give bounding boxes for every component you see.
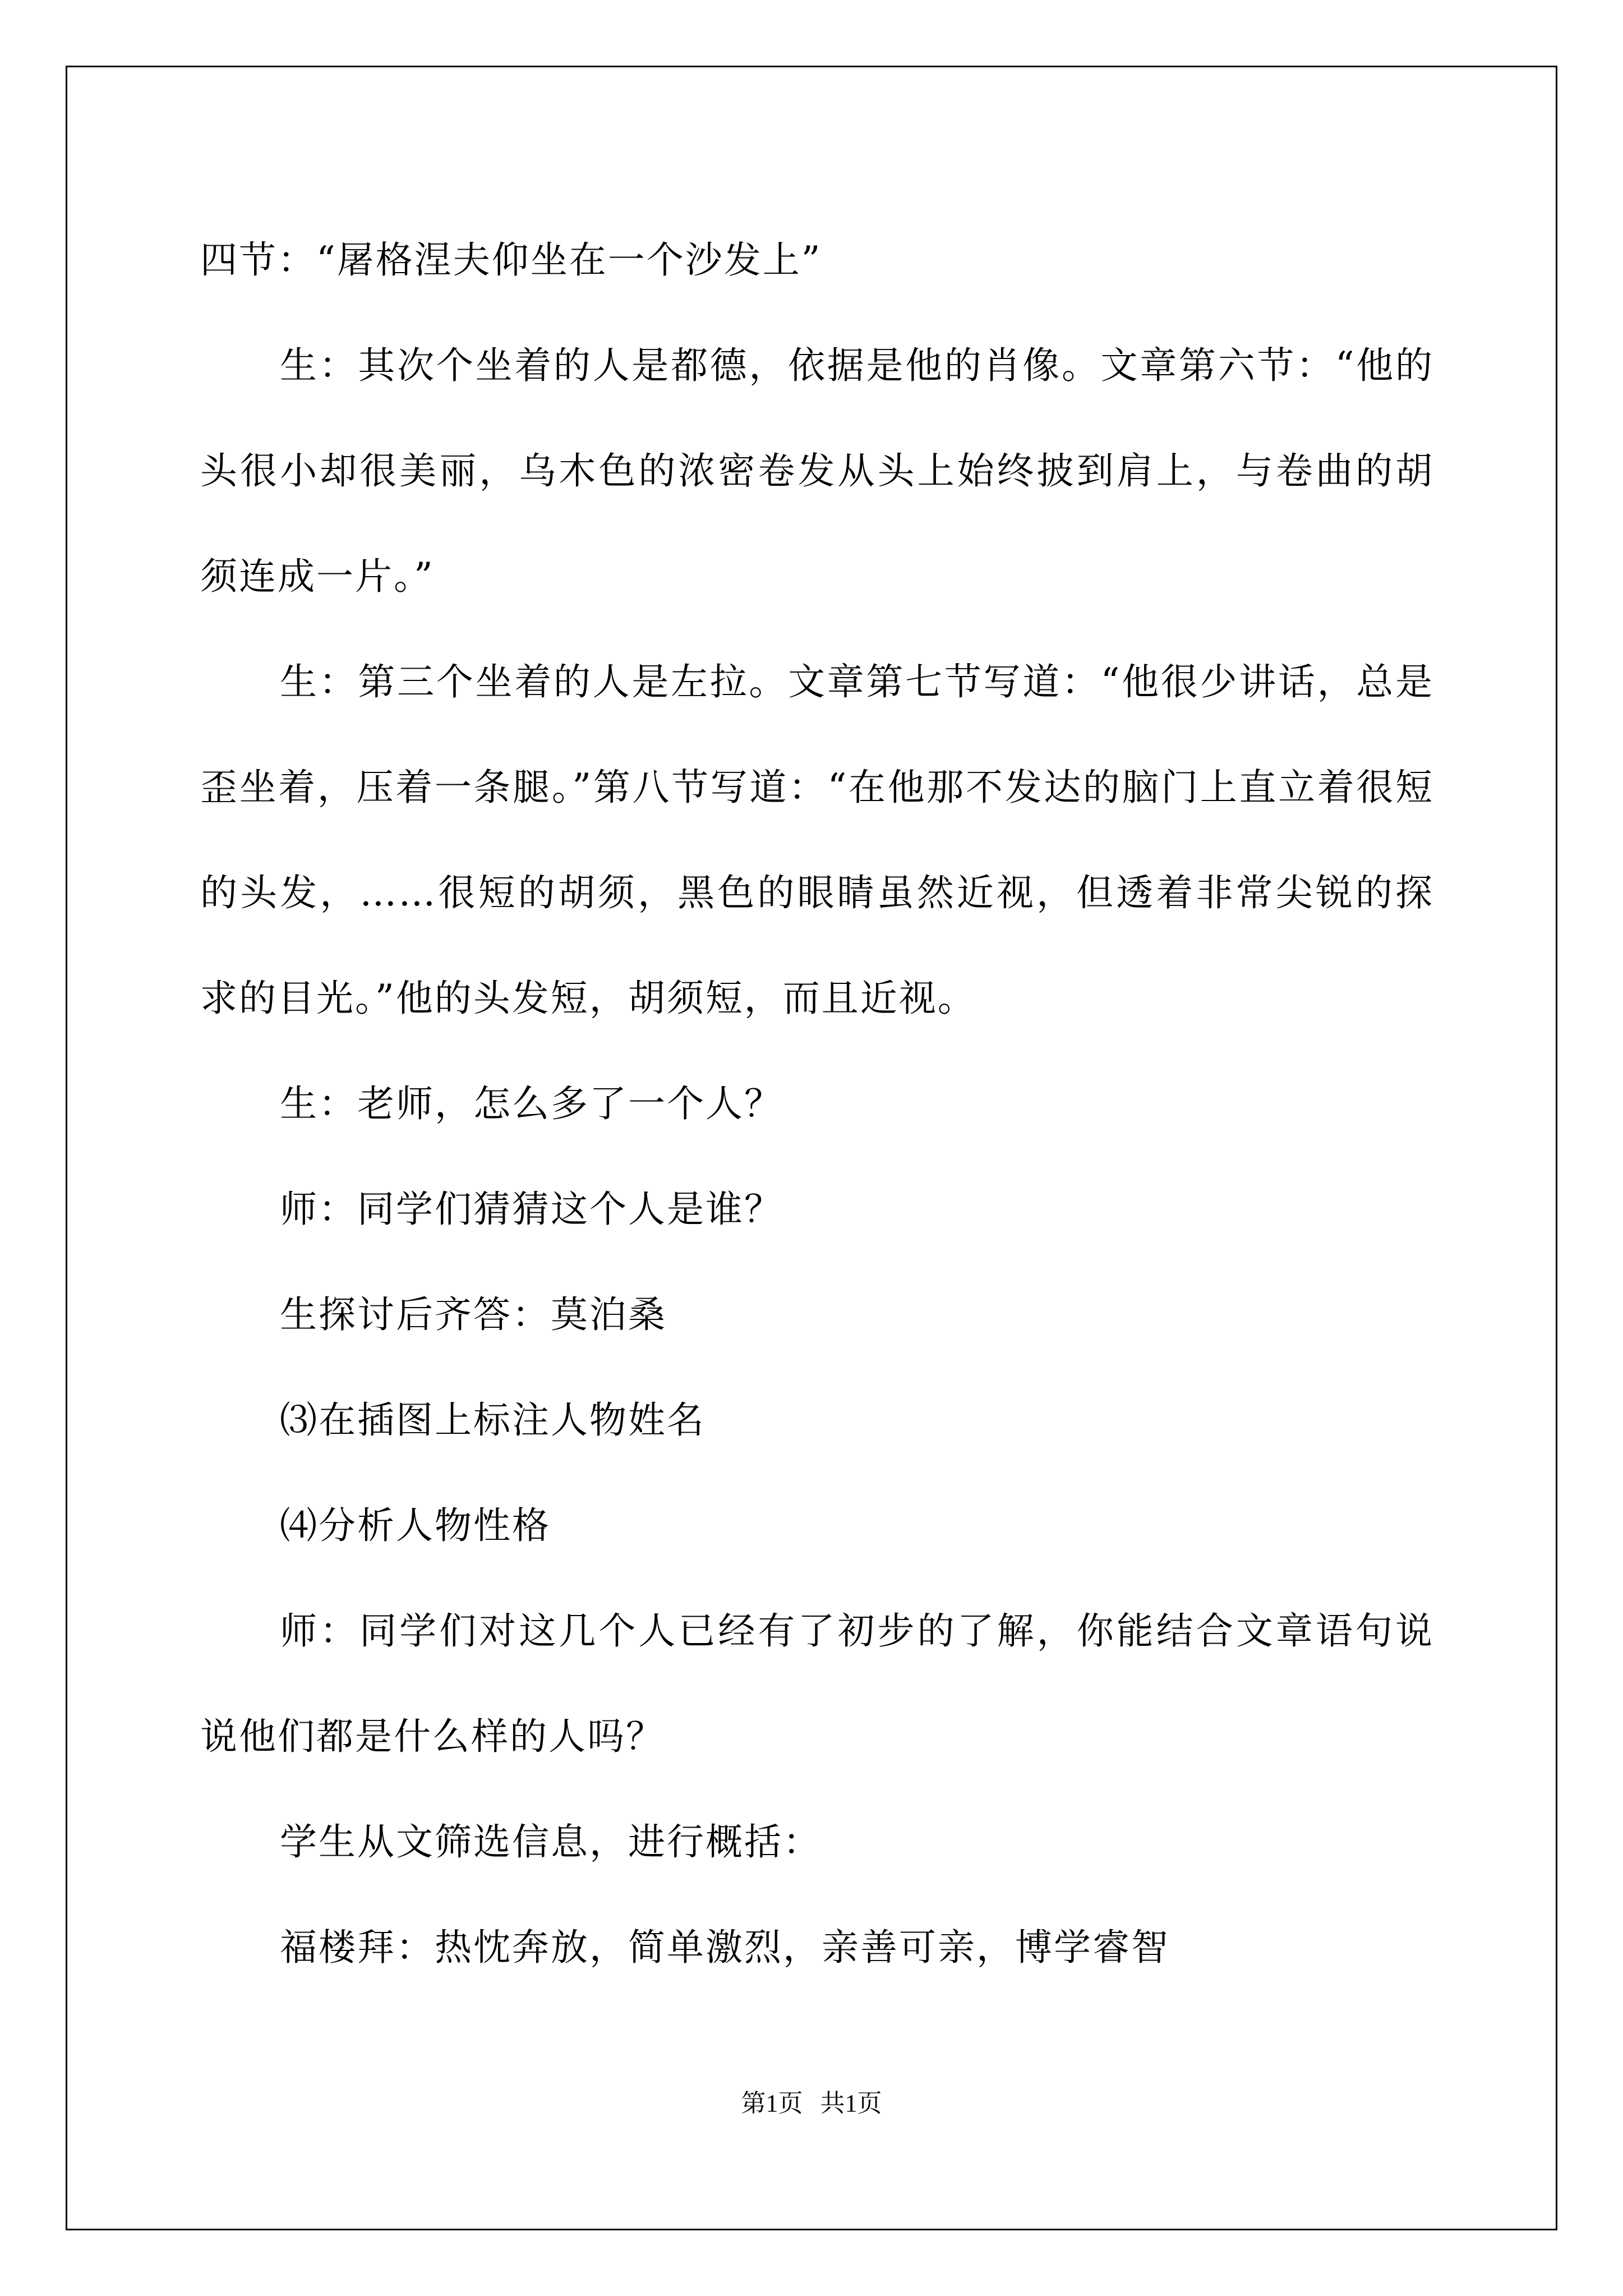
- paragraph: 生：其次个坐着的人是都德，依据是他的肖像。文章第六节：“他的头很小却很美丽，乌木色的浓密卷发从头上始终披到肩上，与卷曲的胡须连成一片。”: [200, 344, 1434, 598]
- paragraph: 生：第三个坐着的人是左拉。文章第七节写道：“他很少讲话，总是歪坐着，压着一条腿。”第八节写道：“在他那不发达的脑门上直立着很短的头发，……很短的胡须，黑色的眼睛虽然近视，但透着非常尖锐的探求的目光。”他的头发短，胡须短，而且近视。: [200, 660, 1434, 1020]
- document-body: [200, 208, 1434, 2000]
- paragraph: ⑶在插图上标注人物姓名: [280, 1398, 706, 1442]
- paragraph: 生探讨后齐答：莫泊桑: [280, 1293, 667, 1336]
- paragraph: 师：同学们猜猜这个人是谁？: [280, 1188, 783, 1231]
- paragraph: 四节：“屠格涅夫仰坐在一个沙发上”: [200, 238, 822, 282]
- paragraph: 学生从文筛选信息，进行概括：: [280, 1820, 822, 1864]
- paragraph: ⑷分析人物性格: [280, 1504, 551, 1547]
- paragraph: 生：老师，怎么多了一个人？: [280, 1082, 783, 1125]
- page-number: 第1页: [741, 2090, 803, 2117]
- page-footer: [0, 2087, 1623, 2120]
- page-total: 共1页: [820, 2090, 882, 2117]
- paragraph: 福楼拜：热忱奔放，简单激烈，亲善可亲，博学睿智: [280, 1926, 1170, 1969]
- paragraph: 师：同学们对这几个人已经有了初步的了解，你能结合文章语句说说他们都是什么样的人吗？: [200, 1609, 1434, 1758]
